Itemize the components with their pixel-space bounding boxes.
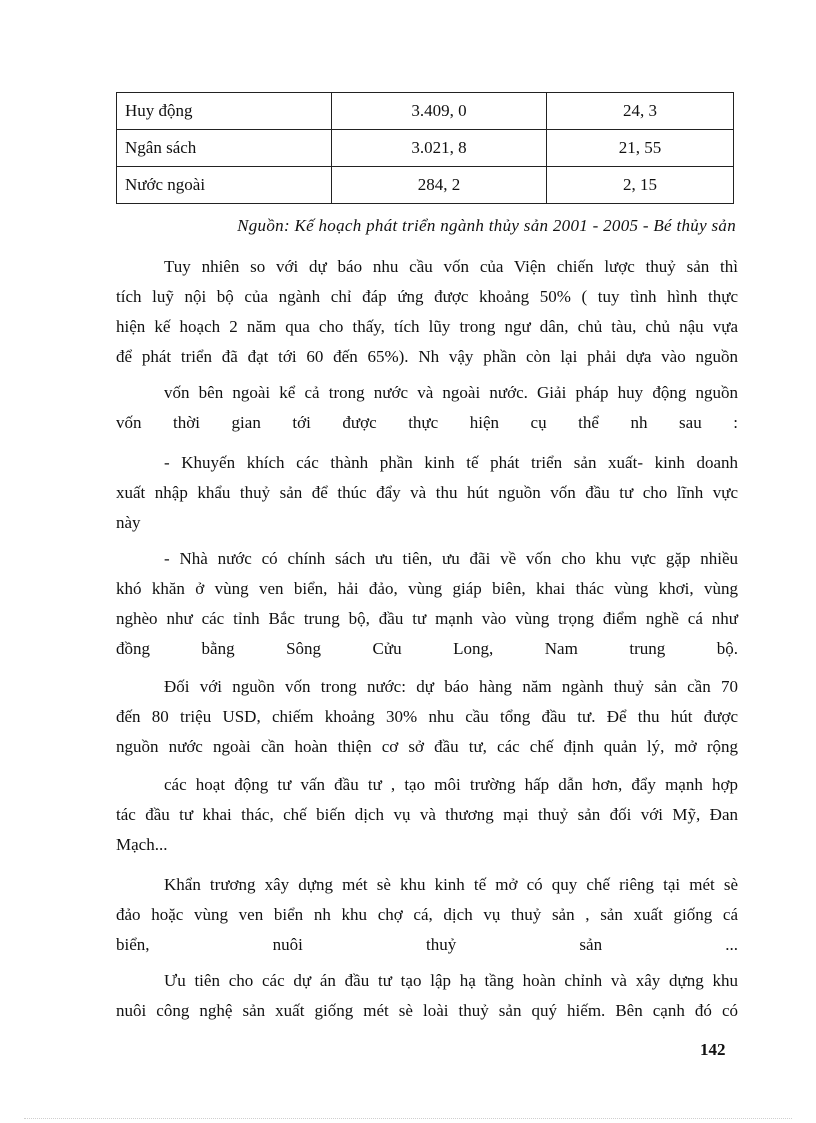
text-line: khó khăn ở vùng ven biển, hải đảo, vùng giáp biên, khai thác vùng khơi, vùng xyxy=(116,579,738,598)
paragraph xyxy=(116,770,738,860)
text-line: vốn bên ngoài kể cả trong nước và ngoài nước. Giải pháp huy động nguồn xyxy=(164,383,738,402)
paragraph xyxy=(116,378,738,438)
page-number: 142 xyxy=(700,1040,726,1059)
table-cell-percent: 24, 3 xyxy=(547,93,734,130)
table-cell-amount: 284, 2 xyxy=(332,167,547,204)
table-cell-amount: 3.409, 0 xyxy=(332,93,547,130)
text-line: Tuy nhiên so với dự báo nhu cầu vốn của Viện chiến lược thuỷ sản thì xyxy=(164,257,738,276)
text-line: Khẩn trương xây dựng mét sè khu kinh tế mở có quy chế riêng tại mét sè xyxy=(164,875,738,894)
capital-table xyxy=(116,92,734,204)
text-line: đến 80 triệu USD, chiếm khoảng 30% nhu cầu tổng đầu tư. Để thu hút được xyxy=(116,707,738,726)
text-line: nuôi công nghệ sản xuất giống mét sè loài thuỷ sản quý hiếm. Bên cạnh đó có xyxy=(116,1001,738,1020)
text-line: đảo hoặc vùng ven biển nh khu chợ cá, dịch vụ thuỷ sản , sản xuất giống cá xyxy=(116,905,738,924)
text-line: Ưu tiên cho các dự án đầu tư tạo lập hạ tầng hoàn chỉnh và xây dựng khu xyxy=(164,971,738,990)
table-source-note: Nguồn: Kế hoạch phát triển ngành thủy sản 2001 - 2005 - Bé thủy sản xyxy=(237,216,736,235)
table-cell-percent: 2, 15 xyxy=(547,167,734,204)
text-line: này xyxy=(116,513,141,532)
paragraph xyxy=(116,966,738,1026)
text-line: đồng bằng Sông Cửu Long, Nam trung bộ. xyxy=(116,639,738,658)
text-line: tích luỹ nội bộ của ngành chỉ đáp ứng được khoảng 50% ( tuy tình hình thực xyxy=(116,287,738,306)
footer-divider xyxy=(24,1118,792,1119)
text-line: - Nhà nước có chính sách ưu tiên, ưu đãi về vốn cho khu vực gặp nhiều xyxy=(164,549,738,568)
table-cell-label: Nước ngoài xyxy=(117,167,332,204)
text-line: - Khuyến khích các thành phần kinh tế phát triển sản xuất- kinh doanh xyxy=(164,453,738,472)
paragraph xyxy=(116,870,738,960)
text-line: xuất nhập khẩu thuỷ sản để thúc đẩy và thu hút nguồn vốn đầu tư cho lĩnh vực xyxy=(116,483,738,502)
text-line: Đối với nguồn vốn trong nước: dự báo hàng năm ngành thuỷ sản cần 70 xyxy=(164,677,738,696)
text-line: Mạch... xyxy=(116,835,168,854)
table-cell-percent: 21, 55 xyxy=(547,130,734,167)
paragraph xyxy=(116,252,738,372)
paragraph xyxy=(116,448,738,538)
table-cell-amount: 3.021, 8 xyxy=(332,130,547,167)
text-line: nguồn nước ngoài cần hoàn thiện cơ sở đầu tư, các chế định quản lý, mở rộng xyxy=(116,737,738,756)
paragraph xyxy=(116,544,738,664)
table-row xyxy=(117,167,734,204)
table-row xyxy=(117,130,734,167)
text-line: vốn thời gian tới được thực hiện cụ thể nh sau : xyxy=(116,413,738,432)
text-line: để phát triển đã đạt tới 60 đến 65%). Nh vậy phần còn lại phải dựa vào nguồn xyxy=(116,347,738,366)
table-row xyxy=(117,93,734,130)
paragraph xyxy=(116,672,738,762)
text-line: biển, nuôi thuỷ sản ... xyxy=(116,935,738,954)
text-line: hiện kế hoạch 2 năm qua cho thấy, tích lũy trong ngư dân, chủ tàu, chủ nậu vựa xyxy=(116,317,738,336)
text-line: các hoạt động tư vấn đầu tư , tạo môi trường hấp dẫn hơn, đẩy mạnh hợp xyxy=(164,775,738,794)
table-cell-label: Huy động xyxy=(117,93,332,130)
table-cell-label: Ngân sách xyxy=(117,130,332,167)
text-line: nghèo như các tỉnh Bắc trung bộ, đầu tư mạnh vào vùng trọng điểm nghề cá như xyxy=(116,609,738,628)
text-line: tác đầu tư khai thác, chế biến dịch vụ và thương mại thuỷ sản đối với Mỹ, Đan xyxy=(116,805,738,824)
